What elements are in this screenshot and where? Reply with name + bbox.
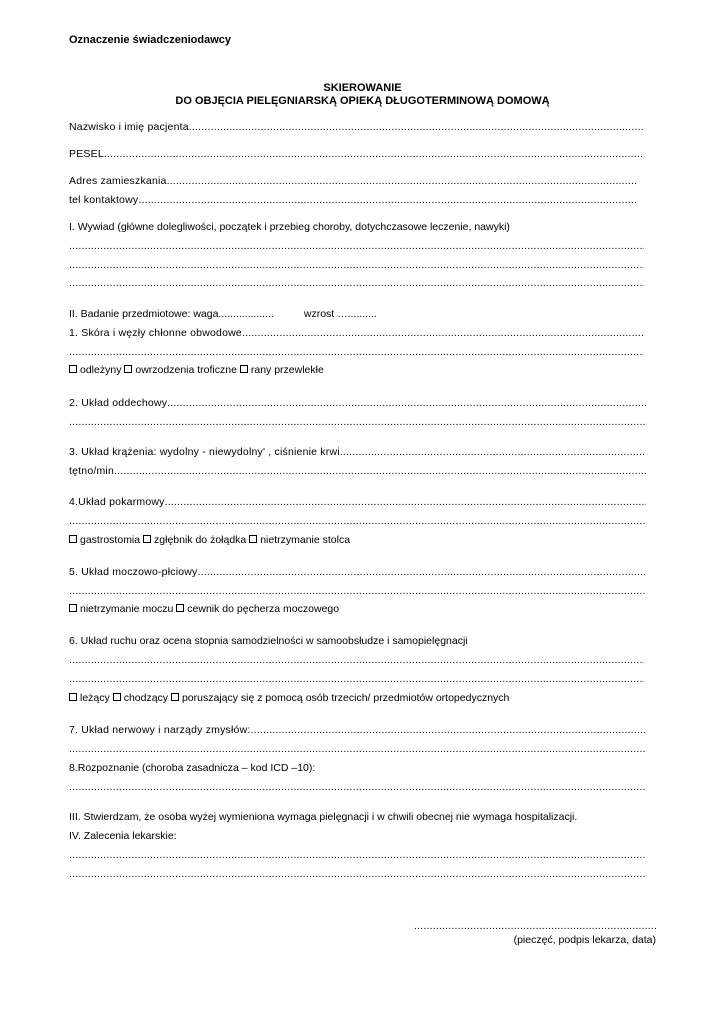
diagnosis-heading: 8.Rozpoznanie (choroba zasadnicza – kod ICD –10): [69, 762, 316, 774]
urogenital-line-2[interactable] [69, 585, 646, 597]
digestive-options [69, 534, 350, 546]
assisted-label: poruszający się z pomocą osób trzecich/ przedmiotów ortopedycznych [181, 692, 510, 704]
history-line-1[interactable] [69, 240, 644, 252]
bedsore-checkbox[interactable] [69, 365, 77, 373]
skin-field[interactable] [69, 327, 644, 339]
digestive-line-2[interactable] [69, 515, 646, 527]
skin-label: 1. Skóra i węzły chłonne obwodowe [69, 327, 242, 339]
history-line-3[interactable] [69, 277, 644, 289]
motor-line-1[interactable] [69, 654, 644, 666]
address-field[interactable] [69, 175, 637, 187]
signature-caption: (pieczęć, podpis lekarza, data) [513, 934, 656, 946]
gastric-tube-checkbox[interactable] [143, 535, 151, 543]
pulse-field[interactable] [69, 465, 646, 477]
skin-line-2[interactable] [69, 346, 644, 358]
catheter-label: cewnik do pęcherza moczowego [187, 603, 340, 615]
urogenital-options [69, 603, 339, 615]
gastrostomy-checkbox[interactable] [69, 535, 77, 543]
recommendations-line-2[interactable] [69, 868, 646, 880]
motor-line-2[interactable] [69, 673, 644, 685]
chronic-wound-checkbox[interactable] [240, 365, 248, 373]
circulatory-field[interactable] [69, 446, 646, 458]
respiratory-line-2[interactable] [69, 416, 646, 428]
digestive-field[interactable] [69, 496, 646, 508]
assisted-checkbox[interactable] [171, 693, 179, 701]
phone-label: tel kontaktowy [69, 194, 139, 206]
bedridden-label: leżący [80, 692, 110, 704]
provider-label: Oznaczenie świadczeniodawcy [69, 34, 232, 46]
catheter-checkbox[interactable] [176, 604, 184, 612]
no-hospitalization-statement: III. Stwierdzam, że osoba wyżej wymieniona wymaga pielęgnacji i w chwili obecnej nie wymaga hospitalizacji. [69, 811, 578, 823]
bedridden-checkbox[interactable] [69, 693, 77, 701]
urogenital-field[interactable] [69, 566, 646, 578]
skin-options [69, 364, 324, 376]
form-subtitle: DO OBJĘCIA PIELĘGNIARSKĄ OPIEKĄ DŁUGOTERMINOWĄ DOMOWĄ [175, 95, 550, 107]
history-line-2[interactable] [69, 259, 644, 271]
nervous-label: 7. Układ nerwowy i narządy zmysłów: [69, 724, 251, 736]
walking-label: chodzący [123, 692, 169, 704]
recommendations-line-1[interactable] [69, 849, 646, 861]
chronic-wound-label: rany przewlekłe [250, 364, 324, 376]
diagnosis-line-1[interactable] [69, 781, 646, 793]
pesel-field[interactable] [69, 148, 644, 160]
pulse-label: tętno/min [69, 465, 114, 477]
address-label: Adres zamieszkania [69, 175, 167, 187]
recommendations-heading: IV. Zalecenia lekarskie: [69, 830, 177, 842]
exam-heading [69, 308, 377, 320]
form-title: SKIEROWANIE [323, 82, 402, 94]
gastrostomy-label: gastrostomia [80, 534, 141, 546]
urogenital-label: 5. Układ moczowo-płciowy [69, 566, 198, 578]
patient-name-label: Nazwisko i imię pacjenta [69, 121, 189, 133]
urinary-incontinence-checkbox[interactable] [69, 604, 77, 612]
fecal-incontinence-checkbox[interactable] [249, 535, 257, 543]
history-heading: I. Wywiad (główne dolegliwości, początek i przebieg choroby, dotychczasowe leczenie, nawyki) [69, 221, 510, 233]
gastric-tube-label: zgłębnik do żołądka [154, 534, 247, 546]
nervous-line-2[interactable] [69, 743, 646, 755]
urinary-incontinence-label: nietrzymanie moczu [80, 603, 174, 615]
respiratory-label: 2. Układ oddechowy [69, 397, 168, 409]
mobility-options [69, 692, 509, 704]
exam-weight-label: II. Badanie przedmiotowe: waga [69, 308, 219, 320]
ulcer-label: owrzodzenia troficzne [135, 364, 237, 376]
digestive-label: 4.Układ pokarmowy [69, 496, 165, 508]
walking-checkbox[interactable] [113, 693, 121, 701]
bedsore-label: odleżyny [80, 364, 122, 376]
fecal-incontinence-label: nietrzymanie stolca [260, 534, 351, 546]
signature-line[interactable] [414, 920, 656, 932]
nervous-field[interactable] [69, 724, 646, 736]
motor-heading: 6. Układ ruchu oraz ocena stopnia samodzielności w samoobsłudze i samopielęgnacji [69, 635, 468, 647]
patient-name-field[interactable] [69, 121, 644, 133]
respiratory-field[interactable] [69, 397, 646, 409]
weight-field[interactable]: ................... [218, 308, 274, 320]
phone-field[interactable] [69, 194, 637, 206]
height-field[interactable]: wzrost ….......... [303, 308, 377, 320]
ulcer-checkbox[interactable] [124, 365, 132, 373]
pesel-label: PESEL [69, 148, 104, 160]
circulatory-label: 3. Układ krążenia: wydolny - niewydolny' , ciśnienie krwi [69, 446, 340, 458]
